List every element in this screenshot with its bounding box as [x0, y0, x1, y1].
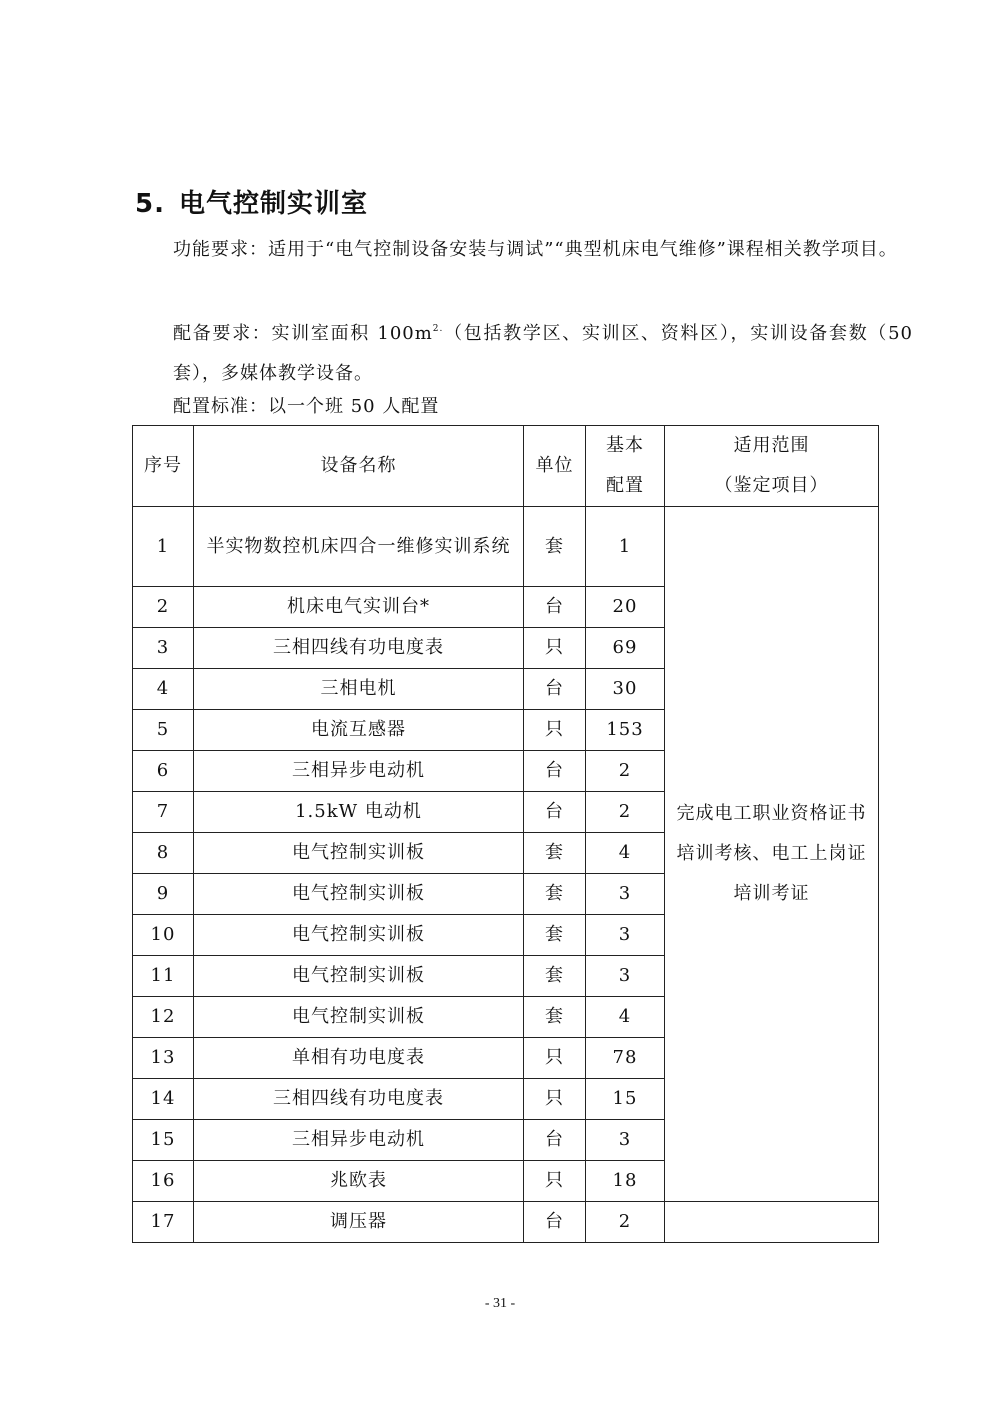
- cell-qty: 78: [586, 1038, 665, 1079]
- cell-name: 兆欧表: [194, 1161, 524, 1202]
- config-req-text-after: （包括教学区、实训区、资料区），实训设备套数（50套），多媒体教学设备。: [173, 323, 913, 384]
- cell-name: 三相异步电动机: [194, 1120, 524, 1161]
- cell-unit: 台: [524, 751, 586, 792]
- cell-name: 半实物数控机床四合一维修实训系统: [194, 507, 524, 587]
- cell-seq: 7: [133, 792, 194, 833]
- cell-qty: 3: [586, 1120, 665, 1161]
- cell-qty: 30: [586, 669, 665, 710]
- cell-unit: 只: [524, 1079, 586, 1120]
- cell-seq: 2: [133, 587, 194, 628]
- cell-unit: 台: [524, 587, 586, 628]
- cell-unit: 台: [524, 1202, 586, 1243]
- section-heading: [135, 183, 368, 220]
- cell-unit: 只: [524, 628, 586, 669]
- cell-name: 三相四线有功电度表: [194, 628, 524, 669]
- cell-seq: 5: [133, 710, 194, 751]
- cell-name: 三相异步电动机: [194, 751, 524, 792]
- cell-qty: 2: [586, 1202, 665, 1243]
- table-row: [133, 507, 879, 587]
- cell-name: 电气控制实训板: [194, 956, 524, 997]
- cell-unit: 套: [524, 833, 586, 874]
- cell-unit: 只: [524, 1161, 586, 1202]
- section-number: 5.: [135, 189, 165, 219]
- cell-unit: 套: [524, 997, 586, 1038]
- cell-name: 电流互感器: [194, 710, 524, 751]
- cell-seq: 13: [133, 1038, 194, 1079]
- cell-qty: 15: [586, 1079, 665, 1120]
- cell-seq: 1: [133, 507, 194, 587]
- cell-qty: 2: [586, 751, 665, 792]
- table-header-row: [133, 426, 879, 507]
- cell-unit: 台: [524, 792, 586, 833]
- cell-qty: 4: [586, 997, 665, 1038]
- cell-seq: 4: [133, 669, 194, 710]
- cell-name: 三相四线有功电度表: [194, 1079, 524, 1120]
- cell-qty: 3: [586, 956, 665, 997]
- cell-qty: 1: [586, 507, 665, 587]
- table-row: [133, 1202, 879, 1243]
- cell-unit: 只: [524, 1038, 586, 1079]
- header-basic-line2: 配置: [606, 475, 644, 496]
- cell-name: 机床电气实训台*: [194, 587, 524, 628]
- cell-unit: 台: [524, 669, 586, 710]
- cell-unit: 套: [524, 915, 586, 956]
- equipment-table: [132, 425, 879, 1243]
- cell-name: 调压器: [194, 1202, 524, 1243]
- header-name: 设备名称: [194, 426, 524, 507]
- page-number: - 31 -: [484, 1296, 516, 1311]
- cell-qty: 3: [586, 915, 665, 956]
- cell-qty: 20: [586, 587, 665, 628]
- cell-qty: 2: [586, 792, 665, 833]
- cell-unit: 套: [524, 507, 586, 587]
- cell-name: 电气控制实训板: [194, 874, 524, 915]
- cell-seq: 3: [133, 628, 194, 669]
- cell-unit: 台: [524, 1120, 586, 1161]
- header-basic-line1: 基本: [606, 435, 644, 456]
- function-requirement-paragraph: 功能要求：适用于“电气控制设备安装与调试”“典型机床电气维修”课程相关教学项目。: [173, 239, 898, 260]
- cell-seq: 16: [133, 1161, 194, 1202]
- cell-scope: 完成电工职业资格证书培训考核、电工上岗证培训考证: [665, 507, 879, 1202]
- cell-qty: 153: [586, 710, 665, 751]
- header-scope: [665, 426, 879, 507]
- cell-qty: 4: [586, 833, 665, 874]
- cell-name: 电气控制实训板: [194, 833, 524, 874]
- cell-seq: 11: [133, 956, 194, 997]
- config-standard-paragraph: 配置标准：以一个班 50 人配置: [173, 396, 440, 417]
- cell-seq: 6: [133, 751, 194, 792]
- cell-seq: 12: [133, 997, 194, 1038]
- cell-name: 电气控制实训板: [194, 915, 524, 956]
- area-unit-superscript: 2.: [432, 324, 444, 334]
- cell-name: 三相电机: [194, 669, 524, 710]
- cell-seq: 9: [133, 874, 194, 915]
- header-scope-line2: （鉴定项目）: [714, 475, 829, 496]
- cell-seq: 8: [133, 833, 194, 874]
- cell-qty: 3: [586, 874, 665, 915]
- cell-unit: 套: [524, 956, 586, 997]
- cell-name: 电气控制实训板: [194, 997, 524, 1038]
- config-req-text-before: 配备要求：实训室面积 100m: [173, 323, 433, 344]
- header-basic-config: [586, 426, 665, 507]
- cell-seq: 15: [133, 1120, 194, 1161]
- cell-qty: 69: [586, 628, 665, 669]
- cell-seq: 17: [133, 1202, 194, 1243]
- header-scope-line1: 适用范围: [733, 435, 810, 456]
- cell-seq: 10: [133, 915, 194, 956]
- config-requirement-paragraph: [135, 309, 913, 394]
- header-unit: 单位: [524, 426, 586, 507]
- header-seq: 序号: [133, 426, 194, 507]
- section-title: 电气控制实训室: [178, 189, 368, 219]
- cell-qty: 18: [586, 1161, 665, 1202]
- cell-seq: 14: [133, 1079, 194, 1120]
- cell-name: 单相有功电度表: [194, 1038, 524, 1079]
- cell-scope-empty: [665, 1202, 879, 1243]
- cell-name: 1.5kW 电动机: [194, 792, 524, 833]
- cell-unit: 只: [524, 710, 586, 751]
- cell-unit: 套: [524, 874, 586, 915]
